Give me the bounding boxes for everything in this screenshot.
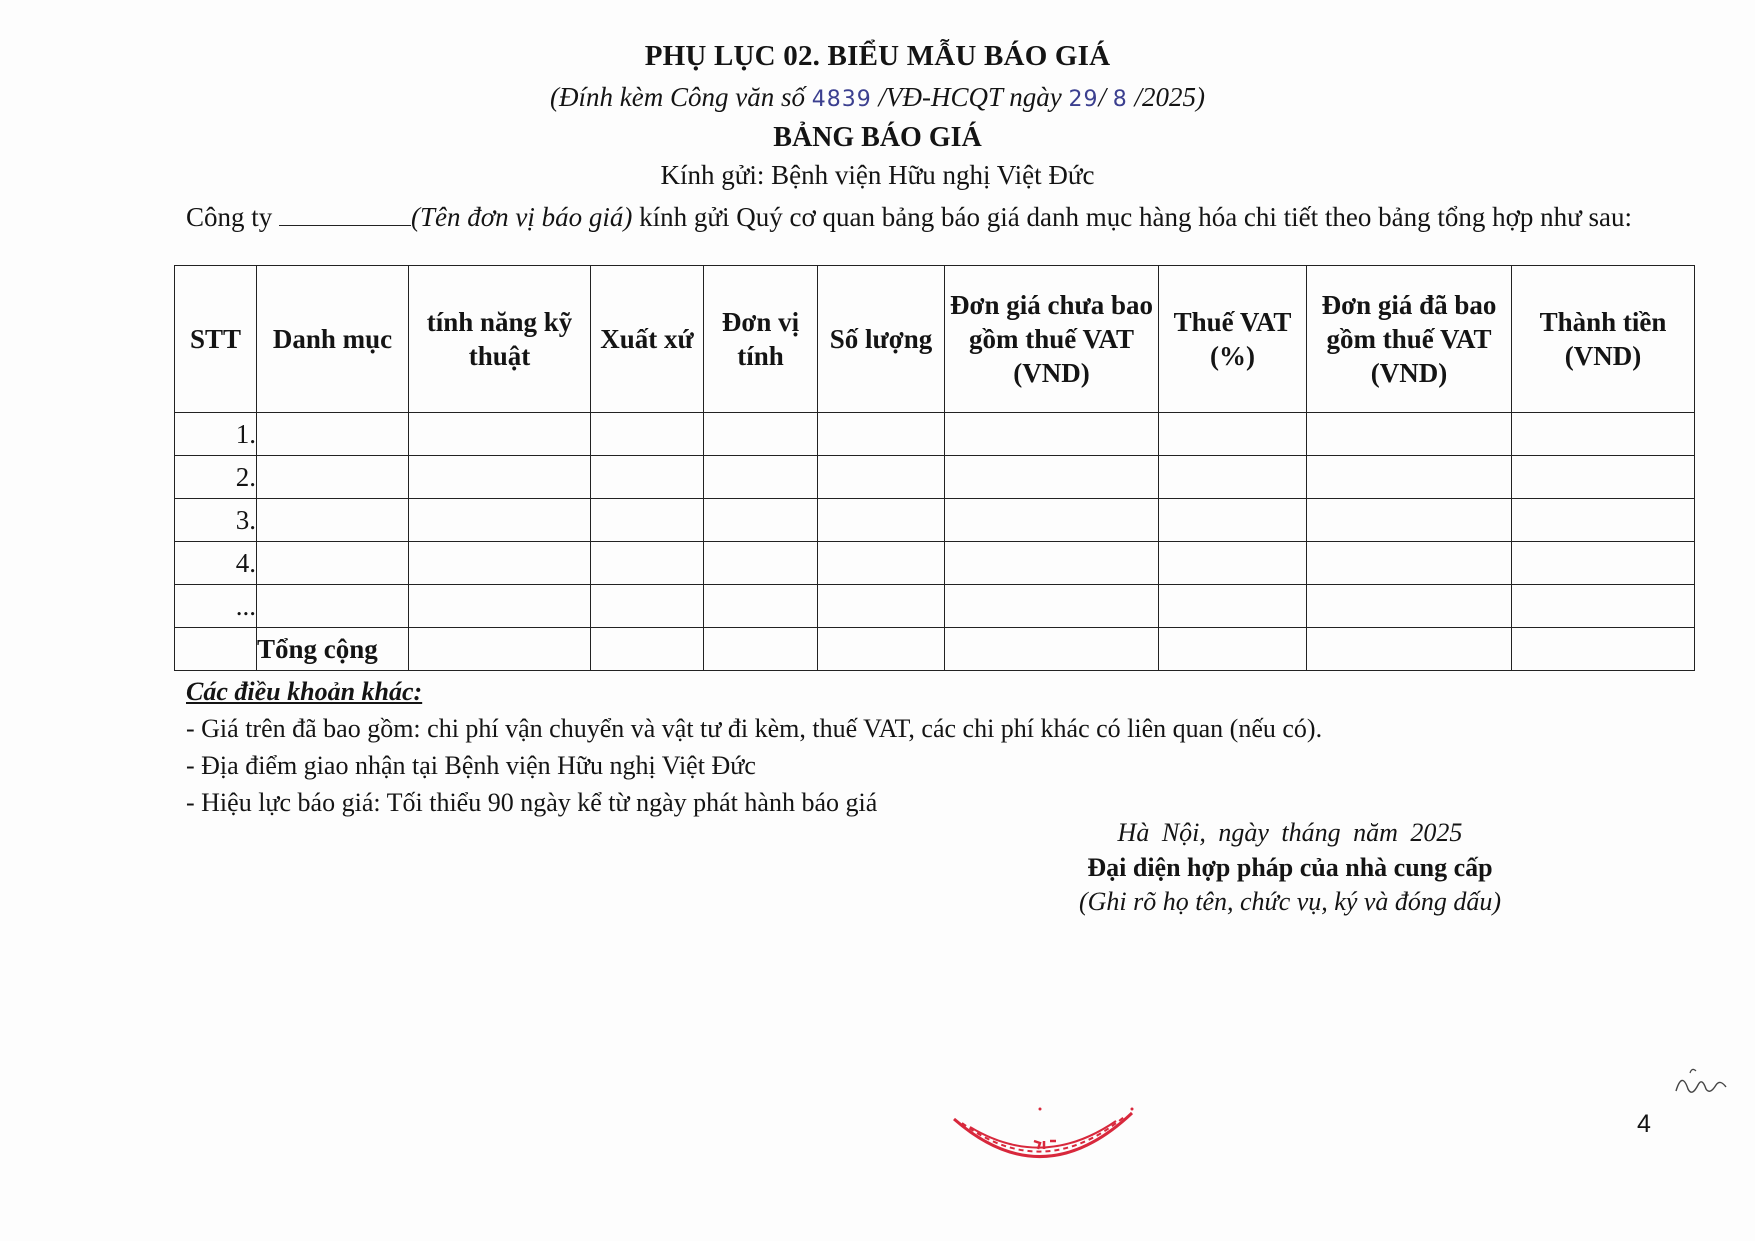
- company-name-blank: [279, 203, 411, 226]
- cell-total[interactable]: [1159, 628, 1307, 671]
- row-number: ...: [175, 585, 257, 628]
- attach-prefix: (Đính kèm Công văn số: [550, 82, 805, 112]
- cell-total[interactable]: [591, 628, 704, 671]
- intro-rest: kính gửi Quý cơ quan bảng báo giá danh mục hàng hóa chi tiết theo bảng tổng hợp như sau:: [639, 202, 1633, 232]
- table-header-row: [175, 266, 1695, 413]
- cell-amount[interactable]: [1512, 542, 1695, 585]
- header-amount: Thành tiền (VND): [1512, 266, 1695, 413]
- cell-total[interactable]: [818, 628, 945, 671]
- row-number: 1.: [175, 413, 257, 456]
- term-item: - Địa điểm giao nhận tại Bệnh viện Hữu nghị Việt Đức: [186, 751, 756, 780]
- cell-total[interactable]: [1307, 628, 1512, 671]
- red-seal-stamp-icon: [948, 1105, 1138, 1185]
- cell-origin[interactable]: [591, 542, 704, 585]
- cell-origin[interactable]: [591, 499, 704, 542]
- signature-title: Đại diện hợp pháp của nhà cung cấp: [1087, 853, 1493, 882]
- header-price-incl-vat: Đơn giá đã bao gồm thuế VAT (VND): [1307, 266, 1512, 413]
- cell-item[interactable]: [257, 456, 409, 499]
- cell-price-incl[interactable]: [1307, 413, 1512, 456]
- intro-company: Công ty: [186, 202, 273, 232]
- cell-price-incl[interactable]: [1307, 585, 1512, 628]
- handwritten-initial-icon: [1672, 1065, 1732, 1105]
- quotation-table: [174, 265, 1695, 671]
- cell-item[interactable]: [257, 499, 409, 542]
- cell-price-excl[interactable]: [945, 499, 1159, 542]
- cell-origin[interactable]: [591, 413, 704, 456]
- cell-spec[interactable]: [409, 413, 591, 456]
- cell-total[interactable]: [409, 628, 591, 671]
- cell-spec[interactable]: [409, 542, 591, 585]
- cell-price-incl[interactable]: [1307, 542, 1512, 585]
- cell-origin[interactable]: [591, 456, 704, 499]
- cell-item[interactable]: [257, 413, 409, 456]
- attach-suffix: /2025): [1134, 82, 1205, 112]
- header-stt: STT: [175, 266, 257, 413]
- cell-amount[interactable]: [1512, 585, 1695, 628]
- cell-unit[interactable]: [704, 499, 818, 542]
- appendix-title: PHỤ LỤC 02. BIỂU MẪU BÁO GIÁ: [644, 40, 1111, 72]
- header-spec: tính năng kỹ thuật: [409, 266, 591, 413]
- cell-item[interactable]: [257, 542, 409, 585]
- cell-qty[interactable]: [818, 542, 945, 585]
- cell-vat[interactable]: [1159, 585, 1307, 628]
- total-row-number: [175, 628, 257, 671]
- terms-heading: Các điều khoản khác:: [186, 677, 423, 706]
- cell-vat[interactable]: [1159, 499, 1307, 542]
- cell-unit[interactable]: [704, 585, 818, 628]
- cell-price-excl[interactable]: [945, 413, 1159, 456]
- table-row: [175, 456, 1695, 499]
- cell-total[interactable]: [704, 628, 818, 671]
- cell-price-excl[interactable]: [945, 542, 1159, 585]
- header-price-excl-vat: Đơn giá chưa bao gồm thuế VAT (VND): [945, 266, 1159, 413]
- cell-qty[interactable]: [818, 585, 945, 628]
- row-number: 2.: [175, 456, 257, 499]
- cell-unit[interactable]: [704, 456, 818, 499]
- cell-amount[interactable]: [1512, 413, 1695, 456]
- handwritten-month: 8: [1112, 87, 1128, 112]
- table-row: [175, 413, 1695, 456]
- header-unit: Đơn vị tính: [704, 266, 818, 413]
- cell-vat[interactable]: [1159, 413, 1307, 456]
- cell-vat[interactable]: [1159, 542, 1307, 585]
- cell-total-amount[interactable]: [1512, 628, 1695, 671]
- cell-price-incl[interactable]: [1307, 456, 1512, 499]
- header-vat: Thuế VAT (%): [1159, 266, 1307, 413]
- cell-qty[interactable]: [818, 499, 945, 542]
- page-number: 4: [1637, 1110, 1651, 1138]
- signature-note: (Ghi rõ họ tên, chức vụ, ký và đóng dấu): [1078, 887, 1502, 916]
- cell-unit[interactable]: [704, 542, 818, 585]
- intro-paragraph: [186, 200, 1646, 234]
- table-row: [175, 499, 1695, 542]
- attach-middle: /VĐ-HCQT ngày: [878, 82, 1062, 112]
- header-qty: Số lượng: [818, 266, 945, 413]
- cell-amount[interactable]: [1512, 499, 1695, 542]
- cell-unit[interactable]: [704, 413, 818, 456]
- table-row: [175, 585, 1695, 628]
- cell-price-incl[interactable]: [1307, 499, 1512, 542]
- attachment-reference: [0, 82, 1755, 113]
- intro-unit-hint: (Tên đơn vị báo giá): [411, 202, 633, 232]
- total-label: Tổng cộng: [257, 628, 409, 671]
- row-number: 4.: [175, 542, 257, 585]
- total-row: [175, 628, 1695, 671]
- term-item: - Hiệu lực báo giá: Tối thiểu 90 ngày kể từ ngày phát hành báo giá: [186, 788, 878, 817]
- term-item: - Giá trên đã bao gồm: chi phí vận chuyển và vật tư đi kèm, thuế VAT, các chi phí khác có liên quan (nếu có).: [186, 714, 1323, 743]
- cell-amount[interactable]: [1512, 456, 1695, 499]
- cell-qty[interactable]: [818, 456, 945, 499]
- other-terms: [186, 673, 1322, 821]
- signature-date-line: Hà Nội, ngày tháng năm 2025: [1117, 818, 1463, 847]
- cell-item[interactable]: [257, 585, 409, 628]
- quote-table-title: BẢNG BÁO GIÁ: [773, 122, 982, 153]
- cell-spec[interactable]: [409, 456, 591, 499]
- handwritten-doc-number: 4839: [811, 87, 872, 112]
- date-separator: /: [1098, 82, 1106, 112]
- cell-total[interactable]: [945, 628, 1159, 671]
- cell-qty[interactable]: [818, 413, 945, 456]
- cell-price-excl[interactable]: [945, 456, 1159, 499]
- cell-origin[interactable]: [591, 585, 704, 628]
- addressee-line: Kính gửi: Bệnh viện Hữu nghị Việt Đức: [660, 160, 1095, 190]
- cell-price-excl[interactable]: [945, 585, 1159, 628]
- table-row: [175, 542, 1695, 585]
- cell-spec[interactable]: [409, 585, 591, 628]
- header-item: Danh mục: [257, 266, 409, 413]
- handwritten-day: 29: [1068, 87, 1099, 112]
- row-number: 3.: [175, 499, 257, 542]
- header-origin: Xuất xứ: [591, 266, 704, 413]
- cell-vat[interactable]: [1159, 456, 1307, 499]
- cell-spec[interactable]: [409, 499, 591, 542]
